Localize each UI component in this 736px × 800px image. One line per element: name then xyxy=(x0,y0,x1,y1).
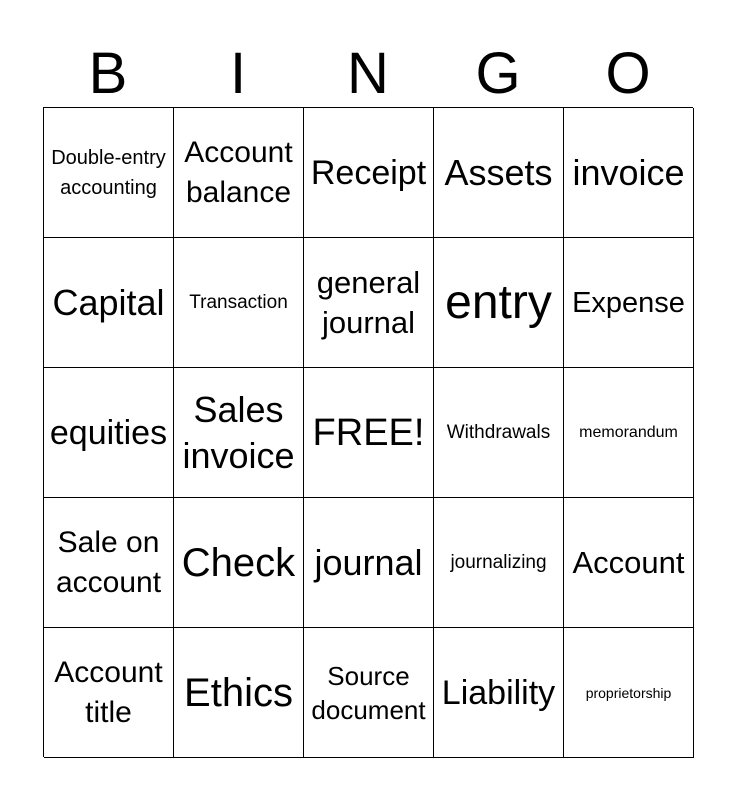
cell-text: Withdrawals xyxy=(446,421,551,443)
cell-text: Receipt xyxy=(310,153,427,192)
bingo-cell[interactable] xyxy=(434,368,564,498)
header-letter-n: N xyxy=(347,41,389,106)
bingo-cell[interactable] xyxy=(174,108,304,238)
bingo-cell[interactable] xyxy=(304,368,434,498)
bingo-cell[interactable] xyxy=(564,628,694,758)
cell-text: Account balance xyxy=(184,135,293,209)
bingo-cell[interactable] xyxy=(44,108,174,238)
cell-text: proprietorship xyxy=(585,684,672,701)
cell-text: Assets xyxy=(444,151,553,193)
bingo-cell[interactable] xyxy=(564,108,694,238)
bingo-cell[interactable] xyxy=(564,238,694,368)
cell-text: Capital xyxy=(52,281,165,323)
cell-text: Double-entry accounting xyxy=(51,146,166,199)
cell-text: journalizing xyxy=(450,551,547,573)
cell-text: general journal xyxy=(316,264,421,340)
bingo-cell[interactable] xyxy=(304,238,434,368)
bingo-cell[interactable] xyxy=(304,108,434,238)
cell-text: Ethics xyxy=(184,670,293,715)
header-letter-o: O xyxy=(605,41,651,106)
cell-text: Source document xyxy=(311,660,426,725)
header-letter-b: B xyxy=(88,41,128,106)
bingo-cell[interactable] xyxy=(174,238,304,368)
bingo-cell[interactable] xyxy=(434,238,564,368)
header-letter-g: G xyxy=(475,41,521,106)
bingo-cell[interactable] xyxy=(434,108,564,238)
bingo-cell[interactable] xyxy=(304,628,434,758)
cell-text: memorandum xyxy=(579,423,678,441)
cell-text: Sales invoice xyxy=(182,388,295,476)
header-letter-i: I xyxy=(229,41,247,106)
bingo-cell[interactable] xyxy=(304,498,434,628)
bingo-board xyxy=(43,107,693,757)
bingo-cell[interactable] xyxy=(44,368,174,498)
bingo-cell[interactable] xyxy=(44,628,174,758)
cell-text: Expense xyxy=(572,286,685,319)
cell-text: Account title xyxy=(54,655,163,729)
cell-text: invoice xyxy=(572,151,685,193)
bingo-cell[interactable] xyxy=(564,498,694,628)
bingo-header xyxy=(43,42,693,106)
bingo-cell[interactable] xyxy=(564,368,694,498)
cell-text: Transaction xyxy=(189,291,288,313)
cell-text: entry xyxy=(445,275,552,329)
bingo-cell[interactable] xyxy=(174,368,304,498)
bingo-cell[interactable] xyxy=(44,498,174,628)
bingo-cell[interactable] xyxy=(174,498,304,628)
cell-text: Check xyxy=(181,540,296,585)
cell-text: Liability xyxy=(441,673,556,712)
bingo-cell[interactable] xyxy=(174,628,304,758)
bingo-cell[interactable] xyxy=(434,628,564,758)
cell-text: FREE! xyxy=(312,411,425,454)
cell-text: Account xyxy=(572,544,685,580)
cell-text: equities xyxy=(49,413,168,452)
cell-text: Sale on account xyxy=(55,525,162,599)
cell-text: journal xyxy=(314,541,423,583)
bingo-cell[interactable] xyxy=(434,498,564,628)
bingo-cell[interactable] xyxy=(44,238,174,368)
